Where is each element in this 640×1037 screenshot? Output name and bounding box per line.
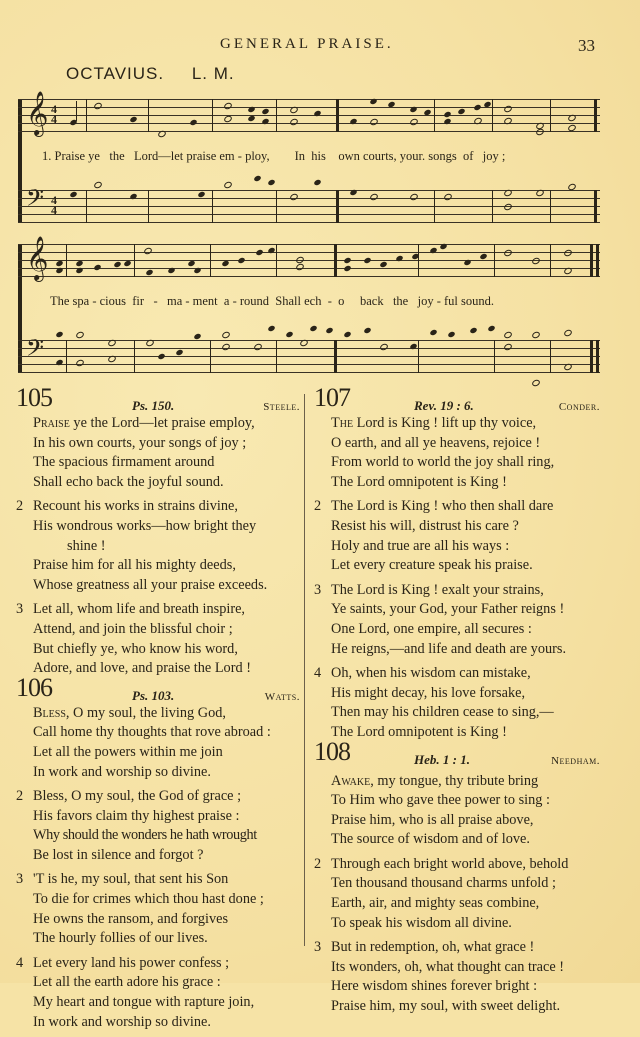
verse-line — [33, 414, 300, 434]
verse-line: The Lord is King ! who then shall dare — [331, 498, 554, 515]
verse-line: Lord is King ! lift up thy voice, — [353, 415, 537, 431]
barline — [590, 244, 593, 277]
note-head — [349, 118, 357, 125]
hymn-106 — [16, 672, 300, 1033]
barline — [148, 99, 149, 132]
treble-staff — [18, 236, 600, 280]
verse-line — [33, 704, 300, 724]
verse-line: O earth, and all ye heavens, rejoice ! — [331, 434, 541, 451]
hymn-105 — [16, 383, 300, 679]
verse-line: Bless, O my soul, the God of grace ; — [33, 788, 242, 805]
verse-number: 2 — [314, 498, 322, 515]
scripture-reference: Ps. 150. — [132, 398, 175, 413]
verse-line — [331, 414, 600, 434]
barline — [434, 99, 435, 132]
verse-number: 3 — [314, 939, 322, 956]
note-head — [503, 331, 513, 340]
note-head — [503, 117, 513, 126]
page-number: 33 — [578, 36, 595, 55]
verse — [16, 497, 300, 595]
note-head — [255, 249, 263, 256]
scripture-reference: Rev. 19 : 6. — [414, 398, 474, 413]
verse-number: 2 — [314, 855, 322, 872]
barline — [550, 190, 551, 223]
note-head — [123, 260, 131, 267]
note-head — [503, 343, 513, 352]
hymn-author: Watts. — [264, 690, 300, 703]
verse — [314, 497, 600, 575]
verse-line: Praise — [33, 415, 70, 431]
verse-line: Holy and true are all his ways : — [331, 537, 510, 554]
verse-line: Its wonders, oh, what thought can trace ! — [331, 958, 565, 975]
verse-line: Let all the powers within me join — [33, 743, 223, 760]
right-column — [314, 383, 600, 1022]
verse-line: His favors claim thy highest praise : — [33, 807, 240, 824]
hymn-number: 106 — [16, 672, 52, 702]
staff-line — [18, 107, 600, 108]
staff-line — [18, 214, 600, 215]
note-head — [563, 363, 573, 372]
note-head — [473, 117, 483, 126]
staff-line — [18, 222, 600, 223]
verse-number: 3 — [314, 581, 322, 598]
note-head — [313, 179, 321, 186]
verse-line: shine ! — [67, 537, 106, 554]
note-head — [531, 379, 541, 388]
verse-line: His might decay, his love forsake, — [331, 684, 526, 701]
hymn-author: Conder. — [558, 401, 600, 413]
verse — [314, 414, 600, 492]
verse-line: But in redemption, oh, what grace ! — [331, 939, 535, 956]
verse-line: The source of wisdom and of love. — [331, 831, 530, 848]
note-head — [409, 343, 417, 350]
barline — [66, 244, 67, 277]
bass-staff — [18, 334, 600, 373]
barline — [86, 99, 87, 132]
note-head — [223, 181, 233, 190]
note-head — [379, 343, 389, 352]
verse-line: Let every creature speak his praise. — [331, 557, 533, 574]
barline — [494, 340, 495, 373]
staff-line — [18, 268, 600, 269]
note-head — [343, 331, 351, 338]
note-head — [349, 189, 357, 196]
treble-staff — [18, 91, 600, 135]
barline — [66, 340, 67, 373]
verse-line: Earth, air, and mighty seas combine, — [331, 895, 540, 912]
note-head — [363, 257, 371, 264]
note-head — [409, 106, 417, 113]
verse-line: The Lord omnipotent is King ! — [331, 723, 507, 740]
staff-line — [18, 364, 600, 365]
barline — [494, 244, 495, 277]
verse — [314, 855, 600, 933]
bass-clef-icon: 𝄢 — [26, 334, 45, 367]
verse-line: Then may his children cease to sing,— — [331, 704, 554, 721]
barline — [594, 99, 597, 132]
note-head — [93, 181, 103, 190]
note-head — [247, 115, 255, 122]
verse-line: Be lost in silence and forgot ? — [33, 846, 204, 863]
verse-line: Here wisdom shines forever bright : — [331, 978, 538, 995]
barline — [334, 244, 337, 277]
note-head — [55, 260, 63, 267]
verse-line: Recount his works in strains divine, — [33, 498, 238, 515]
note-head — [325, 327, 333, 334]
note-head — [223, 102, 233, 111]
note-head — [285, 331, 293, 338]
note-head — [443, 111, 451, 118]
staff-line — [18, 198, 600, 199]
verse-line: The hourly follies of our lives. — [33, 930, 208, 947]
barline — [550, 340, 551, 373]
verse-number: 2 — [16, 498, 24, 515]
note-head — [75, 359, 85, 368]
verse-line: In work and worship so divine. — [33, 763, 211, 780]
note-head — [503, 203, 513, 212]
hymn-header — [314, 736, 600, 774]
verse-number: 2 — [16, 788, 24, 805]
note-head — [503, 189, 513, 198]
barline — [210, 340, 211, 373]
barline — [550, 99, 551, 132]
note-head — [221, 343, 231, 352]
verse-number: 4 — [314, 665, 322, 682]
staff-line — [18, 340, 600, 341]
tune-name: OCTAVIUS. — [66, 64, 165, 83]
note-head — [409, 118, 419, 127]
hymn-107 — [314, 383, 600, 743]
verse — [16, 787, 300, 865]
note-head — [469, 327, 477, 334]
verse-line: One Lord, one empire, all secures : — [331, 620, 532, 637]
verse — [314, 772, 600, 850]
note-head — [395, 255, 403, 262]
verse-line: Ye saints, your God, your Father reigns ! — [331, 601, 565, 618]
note-head — [443, 118, 451, 125]
verse-line: Adore, and love, and praise the Lord ! — [33, 660, 251, 677]
note-head — [563, 267, 573, 276]
note-head — [299, 339, 309, 348]
music-system-2 — [18, 236, 600, 384]
verse-line: Praise him, who is all praise above, — [331, 811, 534, 828]
note-head — [93, 264, 101, 271]
time-signature: 4 4 — [51, 102, 57, 126]
tune-meter: L. M. — [191, 64, 235, 83]
verse-line: To die for crimes which thou hast done ; — [33, 891, 264, 908]
note-head — [75, 260, 83, 267]
note-head — [363, 327, 371, 334]
barline — [550, 244, 551, 277]
lyrics-line-2: The spa - cious fir - ma - ment a - round Shall ech - o back the joy - ful sound. — [50, 294, 494, 308]
note-head — [343, 265, 351, 272]
hymn-number: 108 — [314, 736, 350, 766]
note-head — [75, 331, 85, 340]
verse-line: , O my soul, the living God, — [65, 704, 226, 721]
barline — [596, 244, 599, 277]
note-head — [535, 189, 545, 198]
barline — [212, 190, 213, 223]
note-head — [187, 260, 195, 267]
barline — [276, 340, 277, 373]
note-head — [503, 249, 513, 258]
note-head — [75, 267, 83, 274]
verse — [16, 600, 300, 678]
scripture-reference: Heb. 1 : 1. — [414, 751, 470, 767]
barline — [134, 244, 135, 277]
barline — [86, 190, 87, 223]
verse-line: He owns the ransom, and forgives — [33, 910, 229, 927]
note-head — [289, 106, 299, 115]
verse-line: The Lord is King ! exalt your strains, — [331, 581, 544, 598]
barline — [276, 99, 277, 132]
note-head — [267, 179, 275, 186]
note-head — [253, 175, 261, 182]
verse-line: The spacious firmament around — [33, 454, 215, 471]
note-head — [129, 193, 137, 200]
hymn-number: 105 — [16, 383, 52, 412]
note-head — [221, 260, 229, 267]
verse-line: Bless — [33, 704, 66, 721]
treble-clef-icon: 𝄞 — [26, 91, 49, 135]
treble-clef-icon: 𝄞 — [26, 236, 49, 280]
note-head — [107, 339, 117, 348]
note-head — [313, 110, 321, 117]
verse-line: Through each bright world above, behold — [331, 855, 569, 872]
note-head — [221, 331, 231, 340]
note-head — [439, 243, 447, 250]
barline — [492, 99, 493, 132]
note-head — [409, 193, 419, 202]
note-head — [563, 329, 573, 338]
staff-line — [18, 99, 600, 100]
note-head — [253, 343, 263, 352]
music-system-1 — [18, 91, 600, 236]
verse-line: But chiefly ye, who know his word, — [33, 640, 238, 657]
note-head — [145, 339, 155, 348]
note-head — [369, 98, 377, 105]
verse-line: In his own courts, your songs of joy ; — [33, 434, 247, 451]
lyrics-line-1: 1. Praise ye the Lord—let praise em - ploy, In his own courts, your. songs of joy ; — [42, 149, 506, 163]
barline — [418, 244, 419, 277]
verse-line: Whose greatness all your praise exceeds. — [33, 576, 268, 593]
hymn-number: 107 — [314, 383, 350, 412]
running-title: GENERAL PRAISE. — [220, 36, 394, 52]
time-signature: 4 4 — [51, 193, 57, 217]
note-head — [157, 353, 165, 360]
verse-number: 3 — [16, 601, 24, 618]
verse-line: To speak his wisdom all divine. — [331, 914, 512, 931]
barline — [434, 190, 435, 223]
note-head — [143, 247, 153, 256]
barline — [210, 244, 211, 277]
hymn-author: Steele. — [263, 401, 300, 413]
verse-line: Why should the wonders he hath wrought — [33, 827, 257, 844]
note-head — [107, 355, 117, 364]
verse-line: Oh, when his wisdom can mistake, — [331, 665, 531, 682]
scripture-reference: Ps. 103. — [132, 687, 175, 703]
note-head — [535, 128, 545, 137]
staff-line — [18, 260, 600, 261]
note-head — [55, 359, 63, 366]
verse-line: Let all the earth adore his grace : — [33, 974, 221, 991]
note-head — [289, 193, 299, 202]
verse — [314, 664, 600, 742]
barline — [418, 340, 419, 373]
note-head — [309, 325, 317, 332]
note-head — [443, 193, 453, 202]
verse-line: Shall echo back the joyful sound. — [33, 473, 224, 490]
note-head — [487, 325, 495, 332]
verse-line: ye the Lord—let praise employ, — [69, 415, 255, 431]
verse — [314, 581, 600, 659]
verse-line: Praise him for all his mighty deeds, — [33, 557, 236, 574]
verse — [314, 938, 600, 1016]
verse-line — [331, 772, 600, 792]
verse-line: Awake — [331, 772, 371, 789]
verse-line: To Him who gave thee power to sing : — [331, 792, 550, 809]
staff-line — [18, 115, 600, 116]
staff-line — [18, 131, 600, 132]
note-head — [447, 331, 455, 338]
verse-line: Let every land his power confess ; — [33, 954, 230, 971]
verse-line: The — [331, 415, 354, 431]
verse-line: From world to world the joy shall ring, — [331, 454, 555, 471]
note-head — [503, 105, 513, 114]
verse-line: My heart and tongue with rapture join, — [33, 994, 255, 1011]
note-head — [567, 114, 577, 123]
note-head — [247, 106, 255, 113]
verse-line: Attend, and join the blissful choir ; — [33, 620, 233, 637]
staff-line — [18, 123, 600, 124]
note-head — [289, 118, 299, 127]
verse-line: Resist his will, distrust his care ? — [331, 517, 519, 534]
verse-line: Let all, whom life and breath inspire, — [33, 601, 246, 618]
note-head — [369, 118, 379, 127]
barline — [492, 190, 493, 223]
note-head — [429, 329, 437, 336]
barline — [148, 190, 149, 223]
note-head — [563, 249, 573, 258]
left-column — [16, 383, 300, 1037]
barline — [334, 340, 337, 373]
verse — [16, 704, 300, 782]
hymn-author: Needham. — [551, 754, 600, 767]
barline — [594, 190, 597, 223]
barline — [276, 244, 277, 277]
note-head — [429, 247, 437, 254]
note-head — [343, 257, 351, 264]
note-head — [369, 193, 379, 202]
bass-staff — [18, 184, 600, 223]
running-head — [0, 36, 640, 56]
hymn-108 — [314, 736, 600, 1017]
note-head — [237, 257, 245, 264]
barline — [596, 340, 599, 373]
barline — [212, 99, 213, 132]
verse — [16, 414, 300, 492]
note-stem — [76, 101, 77, 121]
note-head — [463, 259, 471, 266]
staff-line — [18, 206, 600, 207]
staff-line — [18, 244, 600, 245]
verse-line: Praise him, my soul, with sweet delight. — [331, 998, 561, 1015]
verse-line: Ten thousand thousand charms unfold ; — [331, 875, 556, 892]
barline — [336, 190, 339, 223]
note-head — [189, 119, 197, 126]
note-head — [55, 331, 63, 338]
barline — [590, 340, 593, 373]
note-head — [55, 267, 63, 274]
verse-number: 3 — [16, 871, 24, 888]
staff-line — [18, 372, 600, 373]
note-head — [531, 257, 541, 266]
note-head — [193, 267, 201, 274]
verse-number: 4 — [16, 954, 24, 971]
staff-line — [18, 348, 600, 349]
note-head — [531, 331, 541, 340]
note-head — [267, 325, 275, 332]
staff-line — [18, 356, 600, 357]
barline — [276, 190, 277, 223]
note-head — [261, 118, 269, 125]
verse — [16, 870, 300, 948]
verse-line: , my tongue, thy tribute bring — [370, 772, 539, 789]
column-divider — [304, 394, 305, 946]
verse-line: The Lord omnipotent is King ! — [331, 473, 507, 490]
note-head — [295, 263, 305, 272]
staff-line — [18, 190, 600, 191]
staff-line — [18, 276, 600, 277]
verse-line: He reigns,—and life and death are yours. — [331, 640, 567, 657]
staff-line — [18, 252, 600, 253]
tune-title — [66, 64, 257, 84]
note-head — [473, 104, 481, 111]
verse-line: His wondrous works—how bright they — [33, 517, 257, 534]
barline — [336, 99, 339, 132]
verse-line: 'T is he, my soul, that sent his Son — [33, 871, 229, 888]
verse-line: Call home thy thoughts that rove abroad : — [33, 724, 271, 741]
bass-clef-icon: 𝄢 — [26, 184, 45, 217]
barline — [134, 340, 135, 373]
note-head — [157, 130, 167, 139]
note-head — [267, 247, 275, 254]
verse-line: In work and worship so divine. — [33, 1013, 211, 1030]
note-head — [167, 267, 175, 274]
verse — [16, 954, 300, 1032]
note-head — [93, 102, 103, 111]
